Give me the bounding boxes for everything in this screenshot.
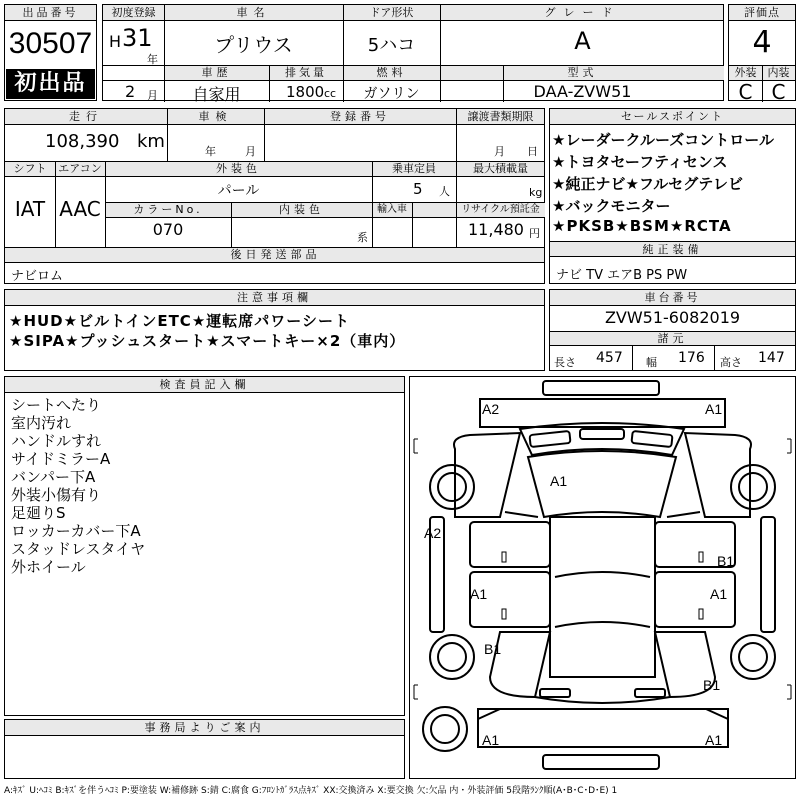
inspector-item: 足廻りS: [11, 504, 66, 522]
grade-value: A: [574, 27, 591, 55]
office-header: 事務局よりご案内: [5, 720, 404, 736]
sales-point-item: ★純正ナビ★フルセグテレビ: [552, 175, 743, 193]
inspector-item: ハンドルすれ: [11, 432, 102, 450]
detail-table: [4, 108, 545, 284]
genuine-value: ナビ TV エアB PS PW: [556, 268, 688, 283]
fuel-value: ガソリン: [363, 86, 420, 102]
displacement-value: 1800: [286, 83, 325, 101]
damage-label: A1: [482, 732, 500, 748]
max-load-header: 最大積載量: [473, 162, 528, 175]
first-listing-badge: 初出品: [6, 69, 95, 99]
later-parts-value: ナビロム: [11, 269, 64, 284]
inspector-item: シートへたり: [11, 396, 102, 414]
damage-label: B1: [717, 553, 735, 569]
aircon-header: エアコン: [58, 162, 102, 175]
damage-label: A1: [710, 586, 728, 602]
interior-grade: C: [771, 80, 786, 104]
recycle-header: リサイクル預託金: [461, 204, 540, 215]
exterior-color-header: 外装色: [216, 162, 261, 175]
score-header: 評価点: [729, 5, 795, 21]
notes-line: ★SIPA★プッシュスタート★スマートキー×2（車内）: [9, 332, 406, 350]
color-no-header: カラーNo.: [133, 203, 203, 216]
width-label: 幅: [646, 356, 657, 369]
interior-color-header: 内装色: [279, 203, 324, 216]
exterior-header: 外装: [734, 66, 757, 79]
shift-header: シフト: [13, 162, 47, 175]
sales-point-item: ★バックモニター: [552, 197, 671, 215]
inspector-item: 室内汚れ: [11, 414, 72, 432]
plate-header: 登録番号: [330, 110, 390, 123]
registration-month-unit: 月: [147, 89, 158, 102]
genuine-header: 純正装備: [642, 243, 703, 256]
car-diagram: [409, 376, 796, 779]
inspection-year-unit: 年: [205, 145, 216, 158]
recycle-unit: 円: [529, 227, 540, 240]
vehicle-info-table: [102, 4, 724, 104]
sales-points-box: [549, 108, 796, 284]
height-value: 147: [758, 350, 785, 366]
inspector-item: サイドミラーA: [11, 450, 111, 468]
capacity-header: 乗車定員: [392, 162, 436, 175]
lot-box: [4, 4, 97, 101]
mileage-unit: km: [137, 131, 165, 152]
grade-header: グレード: [544, 6, 621, 19]
recycle-value: 11,480: [468, 220, 524, 239]
car-outline-svg: [410, 377, 795, 778]
registration-month: 2: [125, 82, 136, 101]
shift-value: IAT: [14, 197, 46, 221]
score-value: 4: [752, 25, 772, 60]
fuel-header: 燃料: [376, 66, 407, 79]
registration-year-unit: 年: [147, 53, 158, 66]
max-load-unit: kg: [529, 186, 543, 199]
inspector-item: ロッカーカバー下A: [11, 522, 141, 540]
registration-year: 31: [122, 24, 153, 52]
inspector-box: [4, 376, 405, 716]
legend-text: A:ｷｽﾞ U:ﾍｺﾐ B:ｷｽﾞを伴うﾍｺﾐ P:要塗装 W:補修跡 S:錆 C:腐食 G:ﾌﾛﾝﾄｶﾞﾗｽ点ｷｽﾞ XX:交換済み X:要交換 欠:欠品 内・外装評価 5段階ﾗﾝｸ順(A･B･C･D･E) 1: [4, 786, 618, 796]
color-no-value: 070: [152, 220, 184, 239]
damage-label: A1: [705, 401, 723, 417]
sales-point-item: ★トヨタセーフティセンス: [552, 153, 728, 171]
damage-label: A2: [482, 401, 500, 417]
door-header: ドア形状: [369, 6, 414, 19]
notes-header: 注意事項欄: [5, 290, 544, 306]
sales-points-header: セールスポイント: [550, 109, 795, 125]
car-name-value: プリウス: [214, 33, 293, 57]
inspector-item: スタッドレスタイヤ: [11, 540, 146, 558]
height-label: 高さ: [720, 356, 742, 369]
model-header: 型式: [567, 66, 598, 79]
damage-label: B1: [484, 641, 502, 657]
transfer-month-unit: 月: [494, 145, 505, 158]
specs-header: 諸元: [657, 332, 688, 345]
history-value: 自家用: [192, 85, 241, 104]
sales-point-item: ★PKSB★BSM★RCTA: [552, 217, 732, 235]
width-value: 176: [678, 350, 705, 366]
car-name-header: 車名: [236, 6, 271, 19]
capacity-unit: 人: [439, 185, 450, 198]
chassis-box: [549, 289, 796, 371]
era-letter: H: [109, 32, 122, 51]
score-box: [728, 4, 796, 104]
lot-number-header: 出品番号: [5, 5, 96, 21]
transfer-day-unit: 日: [527, 145, 538, 158]
office-box: [4, 719, 405, 779]
transfer-header: 譲渡書類期限: [467, 110, 534, 123]
aircon-value: AAC: [59, 197, 101, 221]
import-header: 輸入車: [377, 204, 407, 215]
displacement-header: 排気量: [285, 66, 327, 79]
chassis-number: ZVW51-6082019: [604, 308, 741, 327]
door-value: 5ハコ: [367, 35, 416, 56]
later-parts-header: 後日発送部品: [230, 248, 321, 261]
damage-label: B1: [703, 677, 721, 693]
chassis-header: 車台番号: [550, 290, 795, 306]
length-value: 457: [596, 350, 623, 366]
damage-label: A1: [470, 586, 488, 602]
inspector-header: 検査員記入欄: [5, 377, 404, 393]
sales-point-item: ★レーダークルーズコントロール: [552, 131, 774, 149]
inspector-item: 外ホイール: [11, 558, 86, 576]
inspection-header: 車検: [198, 110, 233, 123]
lot-number: 30507: [8, 27, 93, 60]
mileage-value: 108,390: [45, 131, 120, 152]
interior-header: 内装: [767, 66, 790, 79]
first-registration-header: 初度登録: [111, 6, 156, 19]
notes-line: ★HUD★ビルトインETC★運転席パワーシート: [9, 312, 350, 330]
damage-label: A1: [705, 732, 723, 748]
damage-label: A1: [550, 473, 568, 489]
exterior-color-value: パール: [217, 183, 260, 199]
notes-box: [4, 289, 545, 371]
length-label: 長さ: [554, 356, 576, 369]
capacity-value: 5: [413, 180, 423, 198]
model-value: DAA-ZVW51: [533, 82, 632, 101]
exterior-grade: C: [738, 80, 753, 104]
inspector-item: バンパー下A: [11, 468, 96, 486]
damage-label: A2: [424, 525, 442, 541]
inspection-month-unit: 月: [245, 145, 256, 158]
history-header: 車歴: [201, 66, 232, 79]
mileage-header: 走行: [69, 110, 103, 123]
interior-color-unit: 系: [357, 231, 368, 244]
displacement-unit: cc: [324, 87, 337, 100]
inspector-item: 外装小傷有り: [11, 486, 102, 504]
